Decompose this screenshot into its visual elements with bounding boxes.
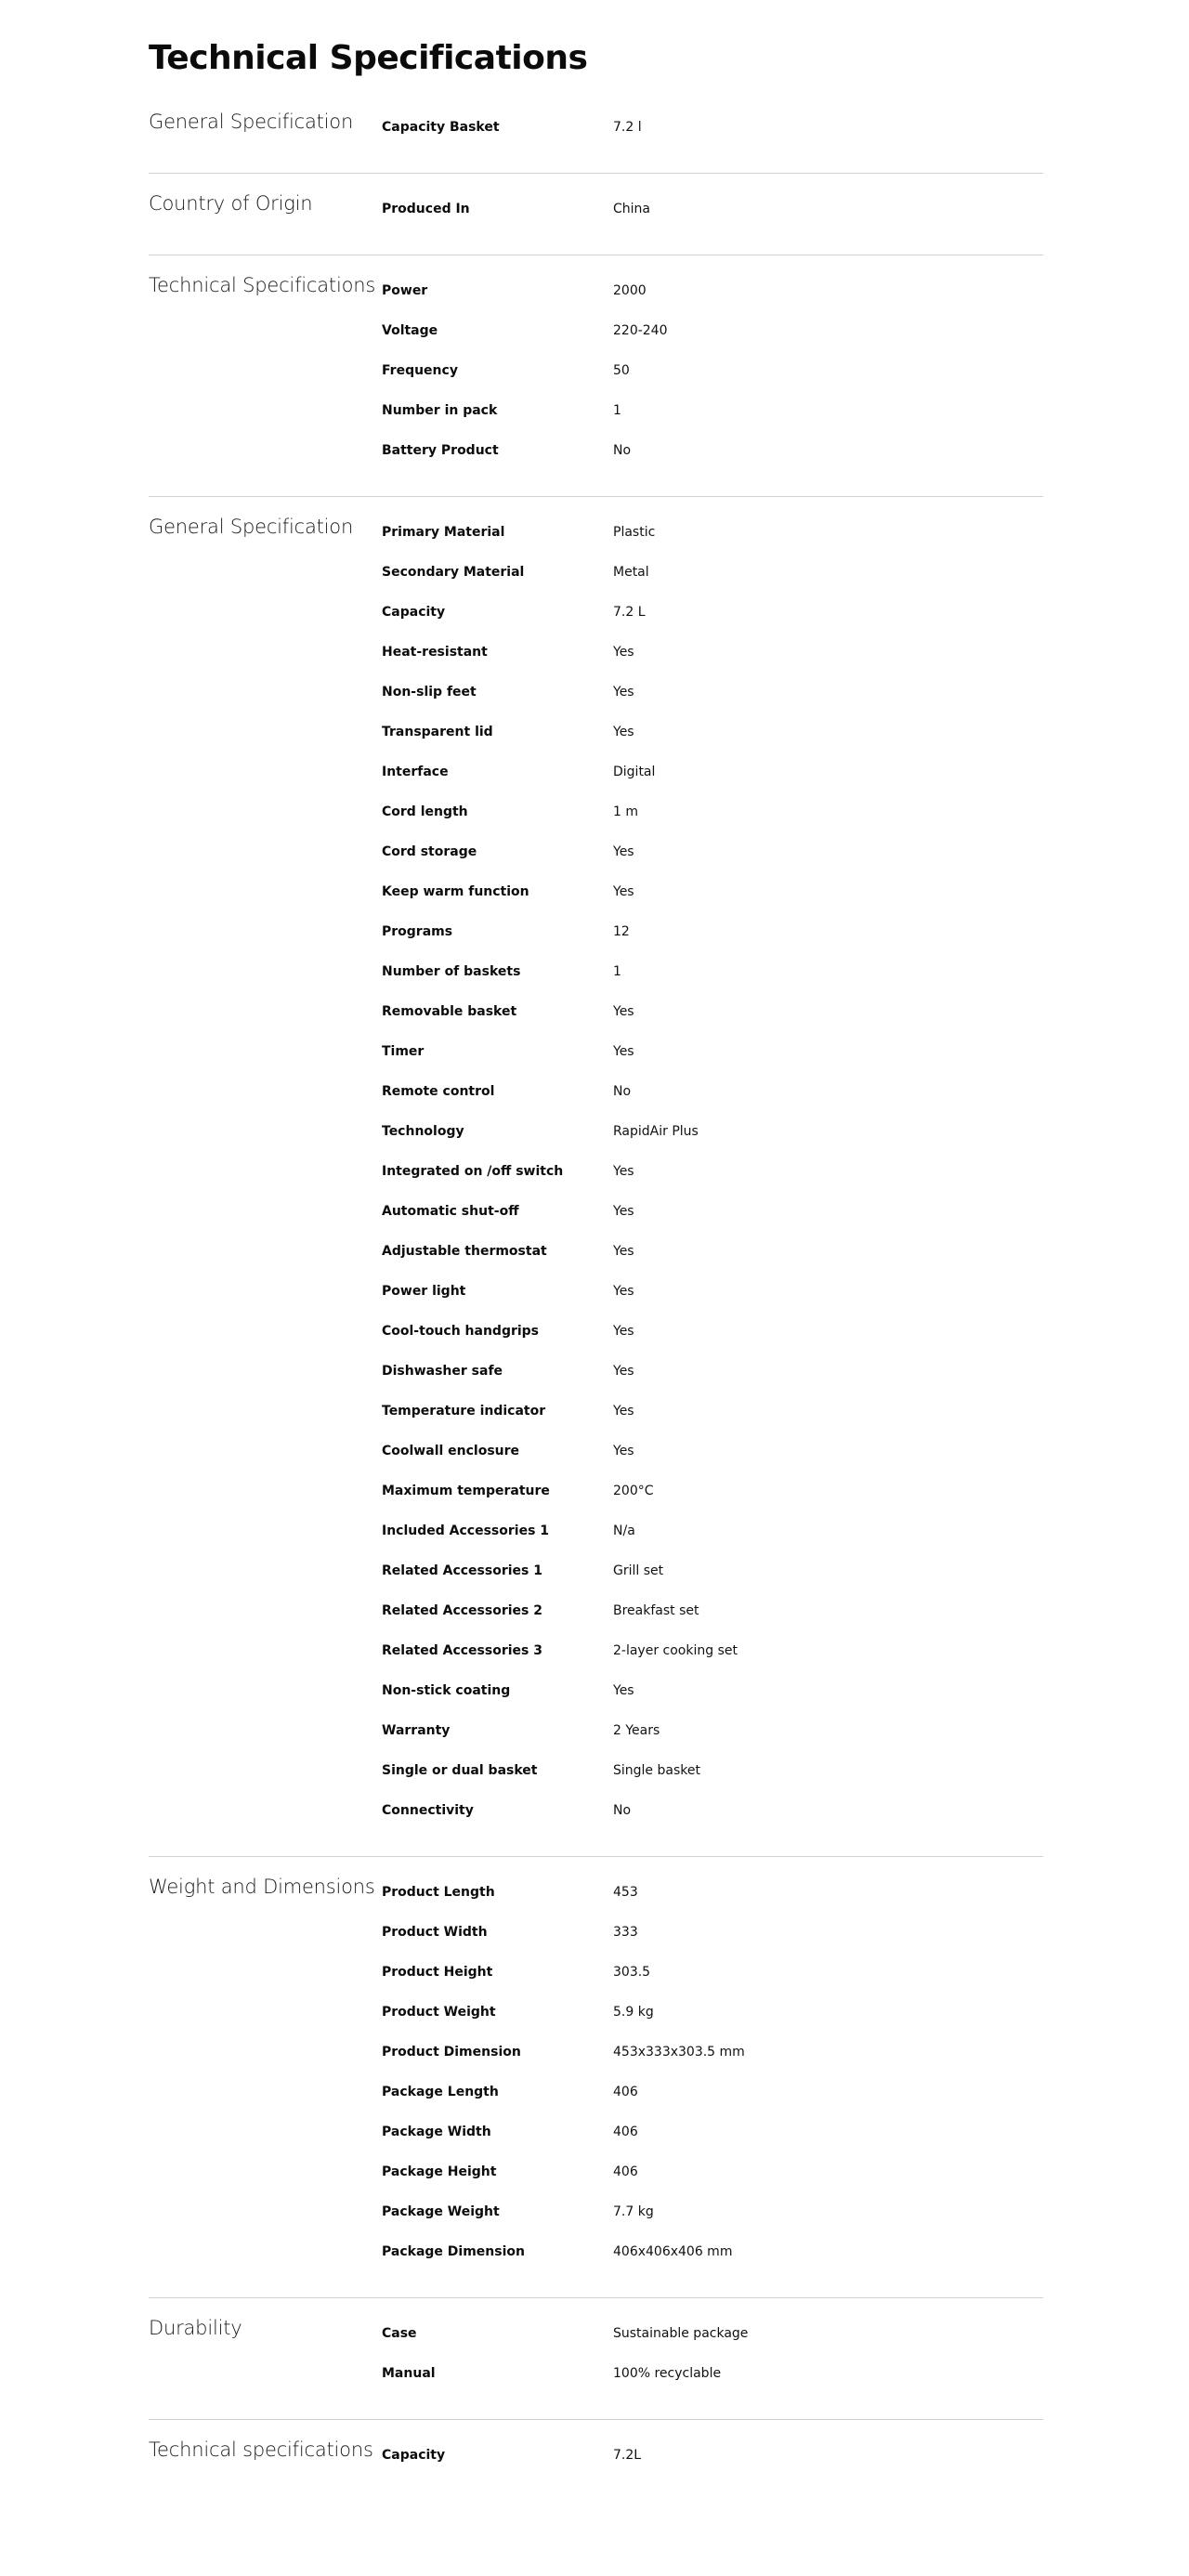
spec-label: Technology bbox=[382, 1124, 464, 1139]
spec-value: 7.2 l bbox=[613, 120, 642, 135]
spec-row bbox=[382, 1192, 1043, 1232]
spec-row bbox=[382, 912, 1043, 952]
spec-row bbox=[382, 1471, 1043, 1511]
spec-section bbox=[149, 496, 1043, 1856]
spec-value: 220-240 bbox=[613, 323, 668, 338]
spec-label: Transparent lid bbox=[382, 725, 493, 739]
section-title: General Specification bbox=[149, 111, 354, 133]
spec-label: Non-stick coating bbox=[382, 1683, 511, 1698]
spec-label: Removable basket bbox=[382, 1004, 517, 1019]
spec-section bbox=[149, 84, 1043, 173]
spec-row bbox=[382, 832, 1043, 872]
spec-row bbox=[382, 391, 1043, 431]
section-title: Durability bbox=[149, 2317, 242, 2339]
spec-section bbox=[149, 2419, 1043, 2476]
spec-label: Non-slip feet bbox=[382, 685, 477, 700]
spec-row bbox=[382, 2314, 1043, 2354]
spec-value: No bbox=[613, 1084, 632, 1099]
spec-value: No bbox=[613, 443, 632, 458]
section-title: Technical Specifications bbox=[149, 274, 376, 296]
spec-value: 2-layer cooking set bbox=[613, 1643, 738, 1658]
spec-row bbox=[382, 1711, 1043, 1751]
spec-value: Yes bbox=[613, 1204, 634, 1219]
spec-value: No bbox=[613, 1803, 632, 1818]
spec-label: Automatic shut-off bbox=[382, 1204, 519, 1219]
spec-value: 12 bbox=[613, 924, 630, 939]
spec-row bbox=[382, 2112, 1043, 2152]
spec-label: Timer bbox=[382, 1044, 425, 1059]
spec-rows bbox=[382, 2436, 1043, 2476]
spec-value: Plastic bbox=[613, 525, 656, 540]
spec-value: Metal bbox=[613, 565, 649, 580]
spec-row bbox=[382, 593, 1043, 633]
spec-sections bbox=[149, 84, 1043, 2476]
spec-row bbox=[382, 673, 1043, 713]
spec-row bbox=[382, 1352, 1043, 1392]
spec-value: Yes bbox=[613, 1044, 634, 1059]
spec-label: Secondary Material bbox=[382, 565, 525, 580]
spec-rows bbox=[382, 190, 1043, 229]
spec-row bbox=[382, 190, 1043, 229]
spec-value: Yes bbox=[613, 1364, 634, 1379]
spec-section bbox=[149, 1856, 1043, 2297]
spec-row bbox=[382, 792, 1043, 832]
spec-row bbox=[382, 2073, 1043, 2112]
spec-value: Yes bbox=[613, 1324, 634, 1339]
spec-rows bbox=[382, 513, 1043, 1831]
spec-label: Single or dual basket bbox=[382, 1763, 538, 1778]
section-title: Weight and Dimensions bbox=[149, 1876, 375, 1898]
spec-row bbox=[382, 872, 1043, 912]
spec-value: Yes bbox=[613, 844, 634, 859]
spec-label: Capacity Basket bbox=[382, 120, 500, 135]
spec-label: Programs bbox=[382, 924, 453, 939]
spec-value: 406 bbox=[613, 2164, 638, 2179]
spec-label: Package Height bbox=[382, 2164, 497, 2179]
spec-label: Integrated on /off switch bbox=[382, 1164, 564, 1179]
spec-label: Interface bbox=[382, 765, 449, 779]
spec-value: Yes bbox=[613, 1404, 634, 1419]
spec-label: Connectivity bbox=[382, 1803, 474, 1818]
spec-row bbox=[382, 1993, 1043, 2033]
spec-row bbox=[382, 2152, 1043, 2192]
spec-value: RapidAir Plus bbox=[613, 1124, 699, 1139]
spec-value: Sustainable package bbox=[613, 2326, 749, 2341]
spec-row bbox=[382, 1312, 1043, 1352]
spec-label: Voltage bbox=[382, 323, 438, 338]
spec-row bbox=[382, 952, 1043, 992]
spec-label: Related Accessories 3 bbox=[382, 1643, 542, 1658]
spec-label: Product Width bbox=[382, 1925, 488, 1940]
spec-label: Capacity bbox=[382, 605, 446, 620]
spec-label: Cord storage bbox=[382, 844, 477, 859]
spec-value: Grill set bbox=[613, 1563, 664, 1578]
spec-value: Digital bbox=[613, 765, 656, 779]
spec-value: 200°C bbox=[613, 1484, 654, 1498]
spec-label: Maximum temperature bbox=[382, 1484, 550, 1498]
spec-value: 100% recyclable bbox=[613, 2366, 722, 2381]
spec-row bbox=[382, 1112, 1043, 1152]
spec-label: Power light bbox=[382, 1284, 466, 1299]
spec-row bbox=[382, 1551, 1043, 1591]
spec-value: N/a bbox=[613, 1523, 635, 1538]
spec-row bbox=[382, 752, 1043, 792]
spec-value: 7.2L bbox=[613, 2448, 642, 2463]
spec-section bbox=[149, 2297, 1043, 2419]
page-title: Technical Specifications bbox=[149, 39, 588, 77]
spec-label: Produced In bbox=[382, 202, 470, 216]
spec-label: Product Length bbox=[382, 1885, 495, 1900]
section-title: General Specification bbox=[149, 516, 354, 538]
spec-row bbox=[382, 2354, 1043, 2394]
spec-value: 406x406x406 mm bbox=[613, 2244, 733, 2259]
spec-value: Yes bbox=[613, 1683, 634, 1698]
spec-label: Product Dimension bbox=[382, 2045, 521, 2059]
spec-label: Cord length bbox=[382, 804, 468, 819]
spec-rows bbox=[382, 108, 1043, 148]
spec-value: 7.2 L bbox=[613, 605, 646, 620]
spec-label: Product Weight bbox=[382, 2005, 496, 2020]
spec-row bbox=[382, 1152, 1043, 1192]
spec-label: Related Accessories 1 bbox=[382, 1563, 542, 1578]
spec-value: Yes bbox=[613, 1244, 634, 1259]
spec-value: Yes bbox=[613, 884, 634, 899]
spec-row bbox=[382, 1392, 1043, 1432]
spec-label: Capacity bbox=[382, 2448, 446, 2463]
spec-label: Manual bbox=[382, 2366, 436, 2381]
spec-value: Yes bbox=[613, 1164, 634, 1179]
spec-row bbox=[382, 1432, 1043, 1471]
spec-value: 303.5 bbox=[613, 1965, 651, 1980]
spec-row bbox=[382, 351, 1043, 391]
spec-value: Yes bbox=[613, 1444, 634, 1458]
spec-rows bbox=[382, 271, 1043, 471]
spec-value: 50 bbox=[613, 363, 630, 378]
spec-row bbox=[382, 1873, 1043, 1913]
spec-value: China bbox=[613, 202, 650, 216]
spec-label: Power bbox=[382, 283, 428, 298]
spec-label: Coolwall enclosure bbox=[382, 1444, 520, 1458]
spec-row bbox=[382, 311, 1043, 351]
spec-label: Related Accessories 2 bbox=[382, 1603, 542, 1618]
spec-value: 333 bbox=[613, 1925, 638, 1940]
spec-value: Yes bbox=[613, 725, 634, 739]
spec-row bbox=[382, 2033, 1043, 2073]
spec-row bbox=[382, 1511, 1043, 1551]
spec-value: 453x333x303.5 mm bbox=[613, 2045, 745, 2059]
spec-row bbox=[382, 2436, 1043, 2476]
spec-label: Warranty bbox=[382, 1723, 451, 1738]
spec-value: 5.9 kg bbox=[613, 2005, 654, 2020]
spec-label: Adjustable thermostat bbox=[382, 1244, 547, 1259]
spec-value: 7.7 kg bbox=[613, 2204, 654, 2219]
spec-value: Yes bbox=[613, 1004, 634, 1019]
spec-label: Battery Product bbox=[382, 443, 499, 458]
spec-value: Yes bbox=[613, 645, 634, 660]
spec-row bbox=[382, 2232, 1043, 2272]
spec-row bbox=[382, 513, 1043, 553]
spec-label: Cool-touch handgrips bbox=[382, 1324, 540, 1339]
spec-container bbox=[149, 33, 1043, 2476]
spec-row bbox=[382, 633, 1043, 673]
spec-label: Case bbox=[382, 2326, 417, 2341]
spec-label: Keep warm function bbox=[382, 884, 529, 899]
spec-value: 2000 bbox=[613, 283, 647, 298]
spec-label: Included Accessories 1 bbox=[382, 1523, 550, 1538]
spec-value: Breakfast set bbox=[613, 1603, 699, 1618]
spec-value: Yes bbox=[613, 685, 634, 700]
spec-row bbox=[382, 1671, 1043, 1711]
spec-row bbox=[382, 553, 1043, 593]
spec-value: 1 m bbox=[613, 804, 638, 819]
spec-label: Primary Material bbox=[382, 525, 505, 540]
spec-value: 1 bbox=[613, 964, 621, 979]
spec-rows bbox=[382, 2314, 1043, 2394]
spec-label: Package Dimension bbox=[382, 2244, 525, 2259]
spec-value: 453 bbox=[613, 1885, 638, 1900]
spec-label: Number of baskets bbox=[382, 964, 521, 979]
spec-row bbox=[382, 1953, 1043, 1993]
spec-row bbox=[382, 1032, 1043, 1072]
spec-label: Package Weight bbox=[382, 2204, 500, 2219]
section-title: Country of Origin bbox=[149, 192, 313, 215]
spec-label: Frequency bbox=[382, 363, 458, 378]
spec-row bbox=[382, 1631, 1043, 1671]
spec-row bbox=[382, 108, 1043, 148]
section-title: Technical specifications bbox=[149, 2439, 373, 2461]
spec-label: Remote control bbox=[382, 1084, 495, 1099]
spec-row bbox=[382, 271, 1043, 311]
spec-row bbox=[382, 1791, 1043, 1831]
spec-label: Heat-resistant bbox=[382, 645, 488, 660]
spec-row bbox=[382, 1591, 1043, 1631]
spec-value: 2 Years bbox=[613, 1723, 660, 1738]
spec-label: Temperature indicator bbox=[382, 1404, 546, 1419]
spec-label: Dishwasher safe bbox=[382, 1364, 503, 1379]
spec-label: Number in pack bbox=[382, 403, 498, 418]
spec-value: Yes bbox=[613, 1284, 634, 1299]
spec-row bbox=[382, 713, 1043, 752]
spec-row bbox=[382, 1751, 1043, 1791]
spec-value: 1 bbox=[613, 403, 621, 418]
spec-value: Single basket bbox=[613, 1763, 700, 1778]
spec-row bbox=[382, 992, 1043, 1032]
spec-section bbox=[149, 255, 1043, 496]
spec-value: 406 bbox=[613, 2125, 638, 2139]
spec-row bbox=[382, 431, 1043, 471]
spec-row bbox=[382, 1913, 1043, 1953]
spec-label: Product Height bbox=[382, 1965, 493, 1980]
spec-label: Package Length bbox=[382, 2085, 499, 2099]
spec-label: Package Width bbox=[382, 2125, 491, 2139]
spec-row bbox=[382, 1272, 1043, 1312]
spec-section bbox=[149, 173, 1043, 255]
spec-row bbox=[382, 2192, 1043, 2232]
spec-row bbox=[382, 1232, 1043, 1272]
spec-row bbox=[382, 1072, 1043, 1112]
spec-value: 406 bbox=[613, 2085, 638, 2099]
spec-rows bbox=[382, 1873, 1043, 2272]
